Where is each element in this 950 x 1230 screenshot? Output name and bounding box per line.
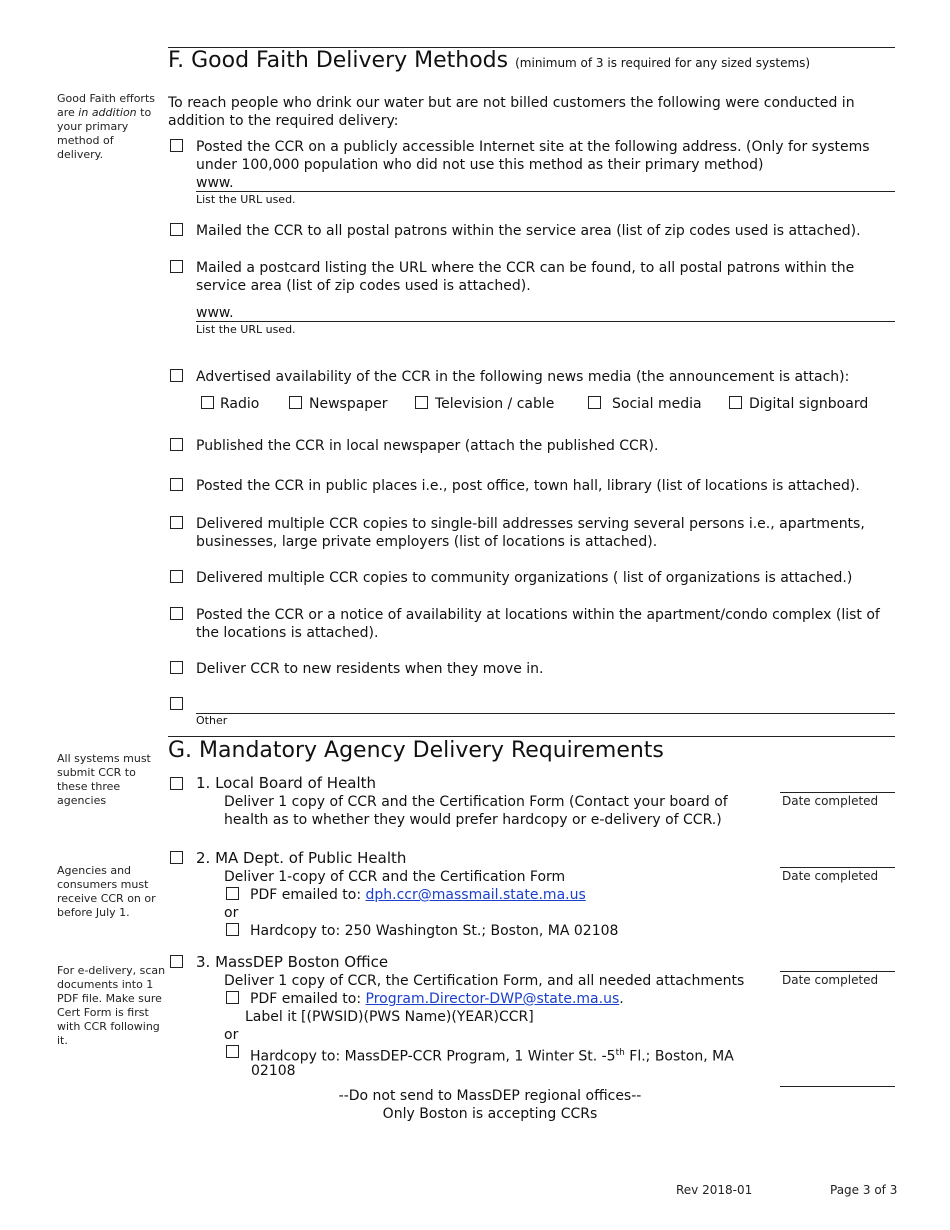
checkbox-public-health[interactable] — [170, 851, 183, 864]
checkbox-posted-apartment[interactable] — [170, 607, 183, 620]
item-published-text: Published the CCR in local newspaper (attach the published CCR). — [196, 438, 659, 454]
checkbox-multi-community[interactable] — [170, 570, 183, 583]
checkbox-massdep[interactable] — [170, 955, 183, 968]
checkbox-other[interactable] — [170, 697, 183, 710]
media-radio-label: Radio — [220, 396, 260, 412]
checkbox-postcard[interactable] — [170, 260, 183, 273]
checkbox-massdep-hardcopy[interactable] — [226, 1045, 239, 1058]
checkbox-dph-hardcopy[interactable] — [226, 923, 239, 936]
checkbox-new-residents[interactable] — [170, 661, 183, 674]
media-social-label: Social media — [612, 396, 702, 412]
massdep-hardcopy-zip: 02108 — [251, 1063, 296, 1079]
url-caption-2: List the URL used. — [196, 323, 296, 336]
checkbox-posted-public[interactable] — [170, 478, 183, 491]
item1-text: Deliver 1 copy of CCR and the Certification Form (Contact your board of health as to whether they would prefer hardcopy or e-delivery of CCR.) — [224, 794, 728, 828]
item-posted-apartment-text: Posted the CCR or a notice of availability at locations within the apartment/condo complex (list of the locations is attached). — [196, 607, 880, 641]
checkbox-media-radio[interactable] — [201, 396, 214, 409]
dph-or: or — [224, 905, 239, 921]
item-postcard-text: Mailed a postcard listing the URL where the CCR can be found, to all postal patrons within the service area (list of zip codes used is attached). — [196, 260, 855, 294]
item-new-residents-text: Deliver CCR to new residents when they move in. — [196, 661, 544, 677]
checkbox-media-signboard[interactable] — [729, 396, 742, 409]
url-prefix-1: www. — [196, 175, 234, 191]
item2-title: 2. MA Dept. of Public Health — [196, 849, 407, 867]
massdep-hardcopy-text: Hardcopy to: MassDEP-CCR Program, 1 Winter St. -5th Fl.; Boston, MA — [250, 1048, 734, 1065]
footer-page-number: Page 3 of 3 — [830, 1183, 898, 1197]
item-multi-single-bill-text: Delivered multiple CCR copies to single-bill addresses serving several persons i.e., apartments, businesses, large private employers (list of locations is attached). — [196, 516, 865, 550]
section-f-heading: F. Good Faith Delivery Methods — [168, 48, 509, 73]
footer-revision: Rev 2018-01 — [676, 1183, 753, 1197]
dph-pdf-line: PDF emailed to: dph.ccr@massmail.state.ma.us — [250, 887, 586, 903]
checkbox-media-newspaper[interactable] — [289, 396, 302, 409]
item-multi-community-text: Delivered multiple CCR copies to community organizations ( list of organizations is attached.) — [196, 570, 853, 586]
section-f-subtitle: (minimum of 3 is required for any sized systems) — [515, 56, 811, 70]
checkbox-media-social[interactable] — [588, 396, 601, 409]
warning-line-2: Only Boston is accepting CCRs — [382, 1106, 598, 1122]
date-completed-3: Date completed — [782, 973, 879, 987]
side-note-e-delivery: For e-delivery, scan documents into 1 PDF file. Make sure Cert Form is first with CCR following it. — [57, 964, 166, 1047]
section-g-title: G. Mandatory Agency Delivery Requirements — [168, 738, 664, 763]
date-completed-1: Date completed — [782, 794, 879, 808]
item-advertised-text: Advertised availability of the CCR in the following news media (the announcement is attach): — [196, 369, 850, 385]
section-g-top-rule — [168, 736, 895, 737]
url-prefix-2: www. — [196, 305, 234, 321]
checkbox-advertised[interactable] — [170, 369, 183, 382]
item3-text: Deliver 1 copy of CCR, the Certification Form, and all needed attachments — [224, 973, 745, 989]
url-caption-1: List the URL used. — [196, 193, 296, 206]
item-internet-text: Posted the CCR on a publicly accessible Internet site at the following address. (Only for systems under 100,000 population who did not use this method as their primary method) — [196, 139, 870, 173]
side-note-good-faith: Good Faith efforts are in addition to your primary method of delivery. — [57, 92, 156, 161]
checkbox-internet[interactable] — [170, 139, 183, 152]
checkbox-multi-single-bill[interactable] — [170, 516, 183, 529]
media-newspaper-label: Newspaper — [309, 396, 388, 412]
side-note-july-1: Agencies and consumers must receive CCR on or before July 1. — [57, 864, 156, 919]
item3-title: 3. MassDEP Boston Office — [196, 953, 389, 971]
date-line-2[interactable] — [780, 867, 895, 868]
checkbox-published[interactable] — [170, 438, 183, 451]
media-signboard-label: Digital signboard — [749, 396, 869, 412]
item2-text: Deliver 1-copy of CCR and the Certification Form — [224, 869, 566, 885]
media-television-label: Television / cable — [435, 396, 555, 412]
date-line-3[interactable] — [780, 971, 895, 972]
massdep-email-link[interactable]: Program.Director-DWP@state.ma.us — [365, 991, 620, 1007]
date-completed-2: Date completed — [782, 869, 879, 883]
other-caption: Other — [196, 714, 228, 727]
checkbox-board-of-health[interactable] — [170, 777, 183, 790]
massdep-pdf-line: PDF emailed to: Program.Director-DWP@state.ma.us. — [250, 991, 624, 1007]
url-line-2[interactable] — [196, 321, 895, 322]
warning-line-1: --Do not send to MassDEP regional offices-- — [338, 1088, 642, 1104]
url-line-1[interactable] — [196, 191, 895, 192]
dph-email-link[interactable]: dph.ccr@massmail.state.ma.us — [365, 887, 586, 903]
item1-title: 1. Local Board of Health — [196, 774, 377, 792]
checkbox-mailed[interactable] — [170, 223, 183, 236]
side-note-all-systems: All systems must submit CCR to these three agencies — [57, 752, 151, 807]
date-line-1[interactable] — [780, 792, 895, 793]
item-posted-public-text: Posted the CCR in public places i.e., post office, town hall, library (list of locations is attached). — [196, 478, 860, 494]
section-f-intro: To reach people who drink our water but are not billed customers the following were conducted in addition to the required delivery: — [168, 95, 855, 129]
checkbox-massdep-pdf[interactable] — [226, 991, 239, 1004]
date-line-4[interactable] — [780, 1086, 895, 1087]
other-line[interactable] — [196, 713, 895, 714]
section-f-title — [168, 48, 810, 76]
checkbox-media-television[interactable] — [415, 396, 428, 409]
massdep-or: or — [224, 1027, 239, 1043]
item-mailed-text: Mailed the CCR to all postal patrons within the service area (list of zip codes used is attached). — [196, 223, 861, 239]
massdep-label-it: Label it [(PWSID)(PWS Name)(YEAR)CCR] — [245, 1009, 534, 1025]
dph-hardcopy-text: Hardcopy to: 250 Washington St.; Boston, MA 02108 — [250, 923, 619, 939]
checkbox-dph-pdf[interactable] — [226, 887, 239, 900]
